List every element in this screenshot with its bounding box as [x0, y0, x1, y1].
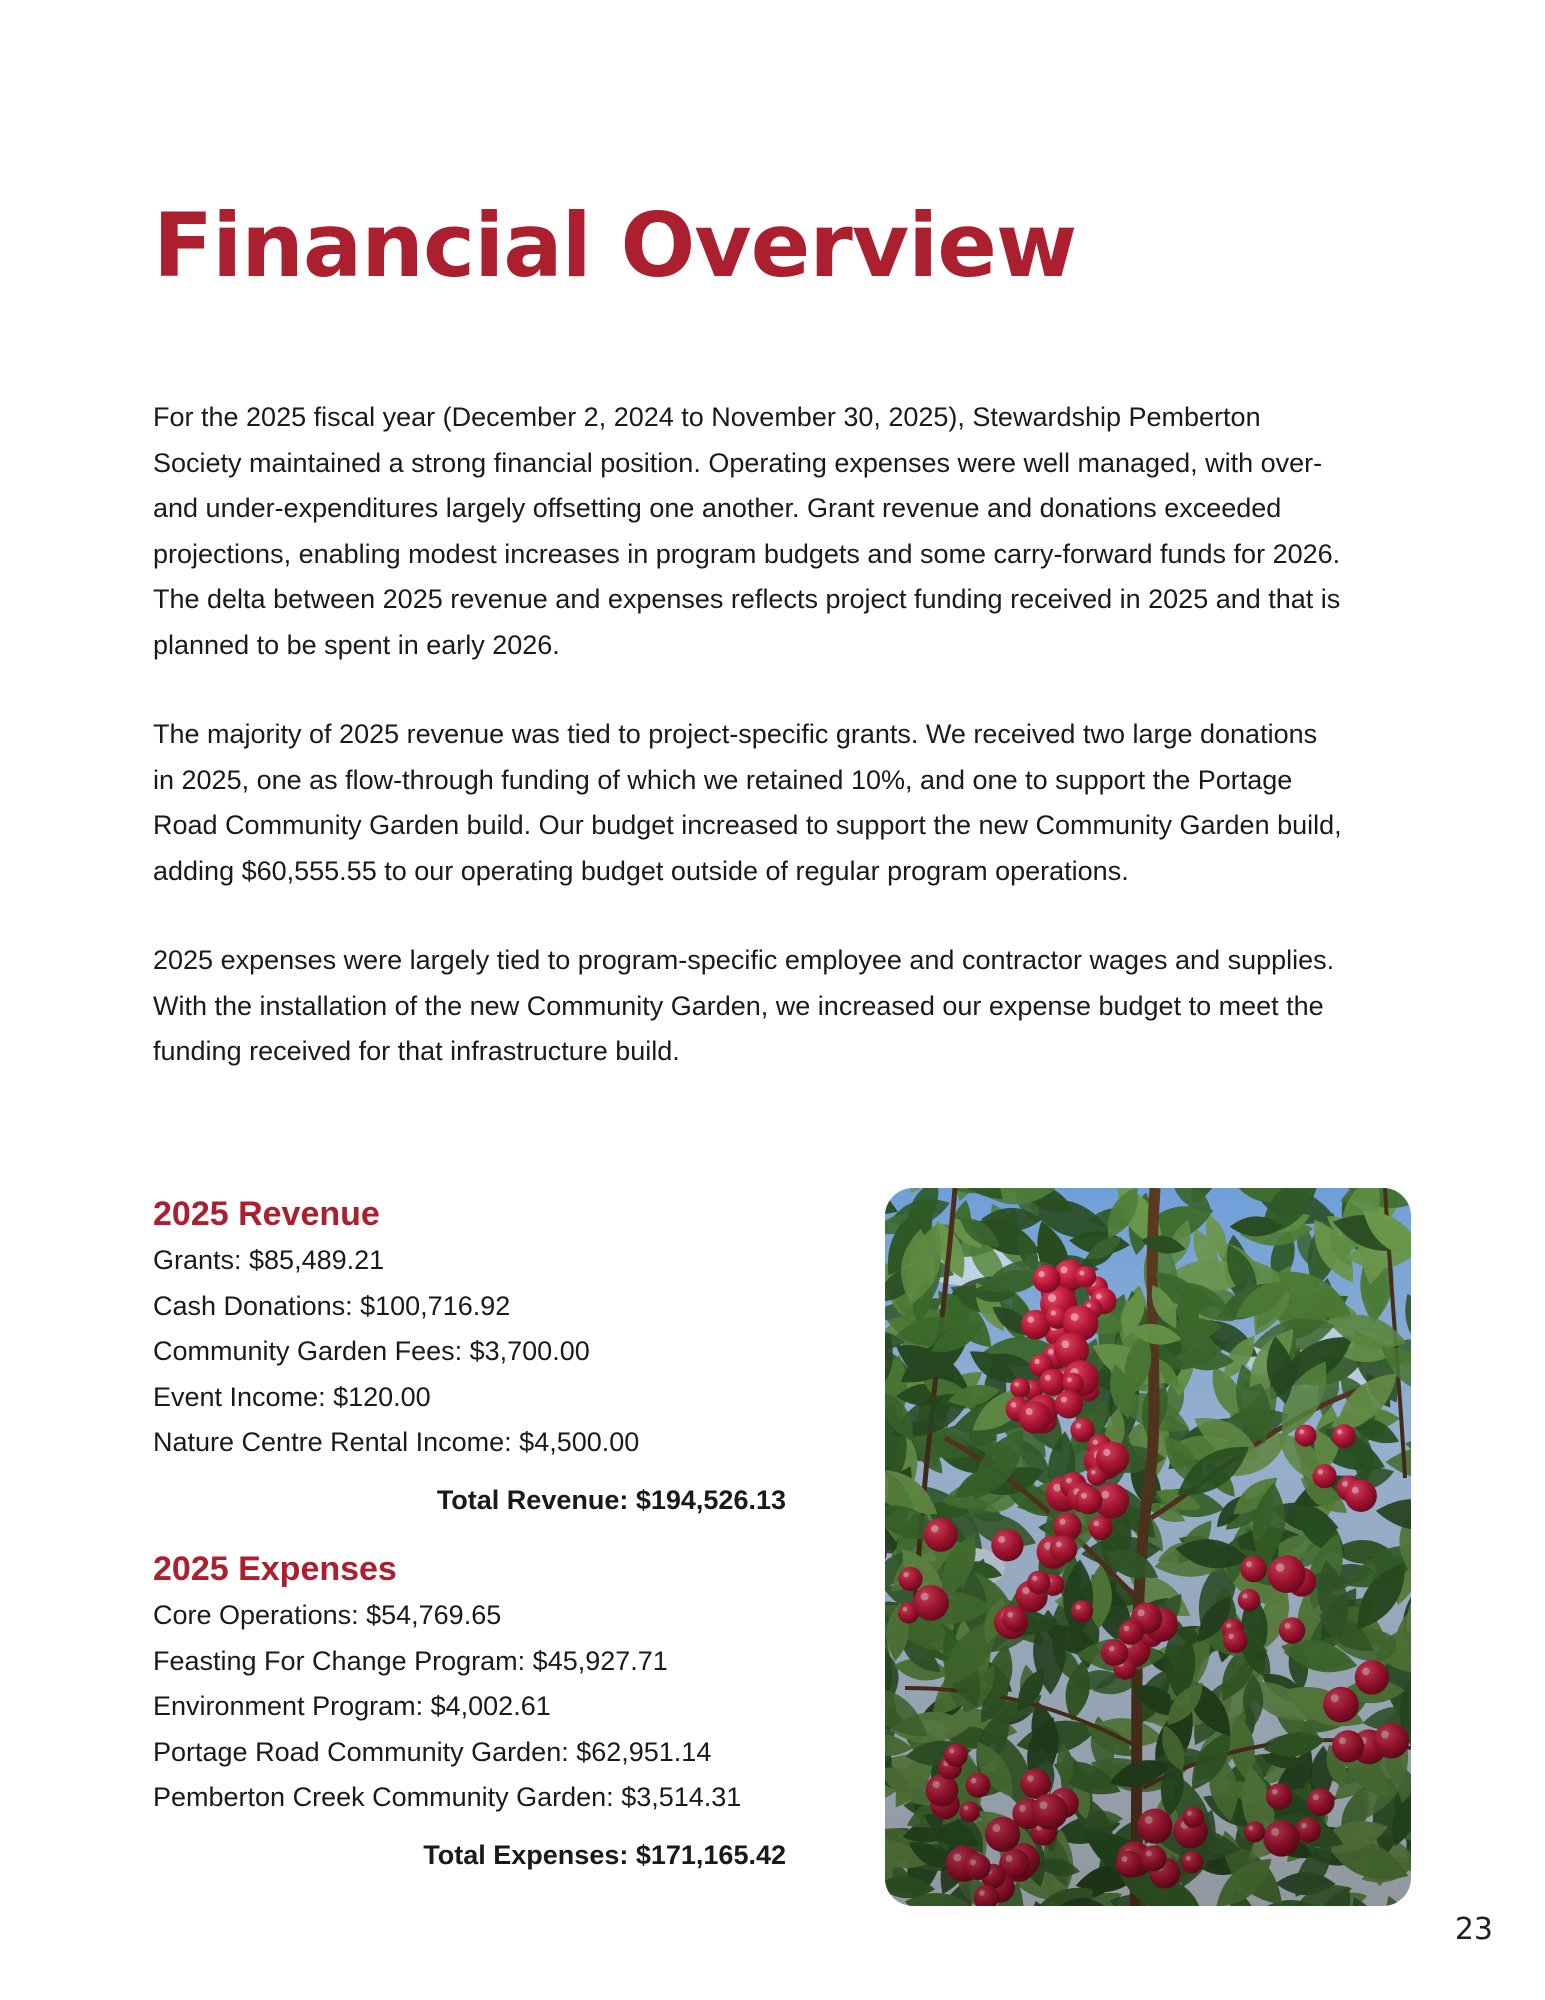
expense-item-feasting-for-change: Feasting For Change Program: $45,927.71: [153, 1645, 668, 1676]
page-title: Financial Overview: [153, 194, 1077, 297]
revenue-total: Total Revenue: $194,526.13: [436, 1484, 786, 1515]
revenue-item-grants: Grants: $85,489.21: [153, 1245, 385, 1275]
expense-item-pemberton-creek-garden: Pemberton Creek Community Garden: $3,514.31: [153, 1782, 742, 1812]
revenue-heading: 2025 Revenue: [153, 1195, 380, 1233]
revenue-item-event-income: Event Income: $120.00: [153, 1381, 431, 1412]
expenses-heading: 2025 Expenses: [153, 1550, 397, 1588]
revenue-item-cash-donations: Cash Donations: $100,716.92: [153, 1290, 511, 1321]
expenses-section: [153, 1545, 793, 1878]
revenue-item-rental-income: Nature Centre Rental Income: $4,500.00: [153, 1427, 640, 1457]
financial-figures: [153, 1190, 793, 1900]
intro-paragraph-revenue: The majority of 2025 revenue was tied to project-specific grants. We received two large donations in 2025, one as flow-through funding of which we retained 10%, and one to support the Portage Road Community Garden build. Our budget increased to support the new Community Garden build, adding $60,555.55 to our operating budget outside of regular program operations.: [153, 719, 1342, 886]
intro-paragraph-expenses: 2025 expenses were largely tied to program-specific employee and contractor wages and supplies. With the installation of the new Community Garden, we increased our expense budget to meet the funding received for that infrastructure build.: [153, 945, 1335, 1066]
revenue-item-garden-fees: Community Garden Fees: $3,700.00: [153, 1336, 590, 1366]
expense-item-portage-road-garden: Portage Road Community Garden: $62,951.14: [153, 1736, 712, 1767]
intro-paragraph-fiscal-year: For the 2025 fiscal year (December 2, 2024 to November 30, 2025), Stewardship Pemberton Society maintained a strong financial position. Operating expenses were well managed, with over- and under-expenditures largely offsetting one another. Grant revenue and donations exceeded projections, enabling modest increases in program budgets and some carry-forward funds for 2026. The delta between 2025 revenue and expenses reflects project funding received in 2025 and that is planned to be spent in early 2026.: [153, 402, 1341, 660]
expense-item-environment-program: Environment Program: $4,002.61: [153, 1691, 551, 1721]
crabapple-tree-photo: [885, 1188, 1411, 1906]
expenses-total: Total Expenses: $171,165.42: [423, 1839, 786, 1870]
revenue-section: [153, 1190, 793, 1523]
expense-item-core-operations: Core Operations: $54,769.65: [153, 1600, 502, 1630]
page-number: 23: [1454, 1912, 1493, 1947]
intro-text: [153, 395, 1343, 1119]
